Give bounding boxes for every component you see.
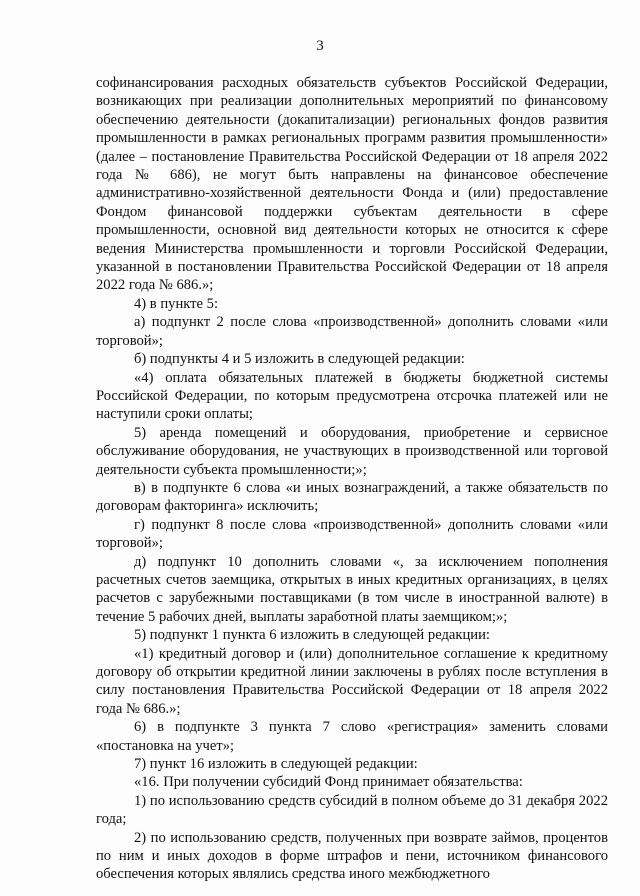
page-number: 3 <box>316 38 324 54</box>
document-body <box>96 74 608 884</box>
paragraph: «16. При получении субсидий Фонд принимает обязательства: <box>134 774 523 791</box>
paragraph: 1) по использованию средств субсидий в полном объеме до 31 декабря 2022 года; <box>96 792 608 828</box>
paragraph: д) подпункт 10 дополнить словами «, за исключением пополнения расчетных счетов заемщика, открытых в иных кредитных организациях, в целях расчетов с зарубежными поставщиками (в том числе в иностранной валюте) в течение 5 рабочих дней, выплаты заработной платы заемщиком;»; <box>96 553 608 625</box>
paragraph: софинансирования расходных обязательств субъектов Российской Федерации, возникающих при реализации дополнительных мероприятий по финансовому обеспечению деятельности (докапитализации) региональных фондов развития промышленности в рамках региональных программ развития промышленности» (далее – постановление Правительства Российской Федерации от 18 апреля 2022 года № 686), не могут быть направлены на финансовое обеспечение административно-хозяйственной деятельности Фонда и (или) предоставление Фондом финансовой поддержки субъектам деятельности в сфере промышленности, основной вид деятельности которых не относится к сфере ведения Министерства промышленности и торговли Российской Федерации, указанной в постановлении Правительства Российской Федерации от 18 апреля 2022 года № 686.»; <box>96 75 608 294</box>
paragraph: б) подпункты 4 и 5 изложить в следующей редакции: <box>134 351 465 368</box>
paragraph: а) подпункт 2 после слова «производственной» дополнить словами «или торговой»; <box>96 314 608 349</box>
paragraph: г) подпункт 8 после слова «производственной» дополнить словами «или торговой»; <box>96 516 608 552</box>
paragraph: 5) аренда помещений и оборудования, приобретение и сервисное обслуживание оборудования, не участвующих в производственной или торговой деятельности субъекта промышленности;»; <box>96 424 608 478</box>
paragraph: «1) кредитный договор и (или) дополнительное соглашение к кредитному договору об открытии кредитной линии заключены в рублях после вступления в силу постановления Правительства Российской Федерации от 18 апреля 2022 года № 686.»; <box>96 645 608 717</box>
paragraph: 6) в подпункте 3 пункта 7 слово «регистрация» заменить словами «постановка на учет»; <box>96 719 608 754</box>
paragraph: 7) пункт 16 изложить в следующей редакции: <box>134 756 418 773</box>
paragraph: 2) по использованию средств, полученных при возврате займов, процентов по ним и иных доходов в форме штрафов и пени, источником финансового обеспечения которых являлись средства иного межбюджетного <box>96 829 608 883</box>
paragraph: 4) в пункте 5: <box>134 295 219 312</box>
paragraph: 5) подпункт 1 пункта 6 изложить в следующей редакции: <box>134 627 490 644</box>
paragraph: «4) оплата обязательных платежей в бюджеты бюджетной системы Российской Федерации, по которым предусмотрена отсрочка платежей или не наступили сроки оплаты; <box>96 369 608 423</box>
paragraph: в) в подпункте 6 слова «и иных вознаграждений, а также обязательств по договорам факторинга» исключить; <box>96 479 608 515</box>
